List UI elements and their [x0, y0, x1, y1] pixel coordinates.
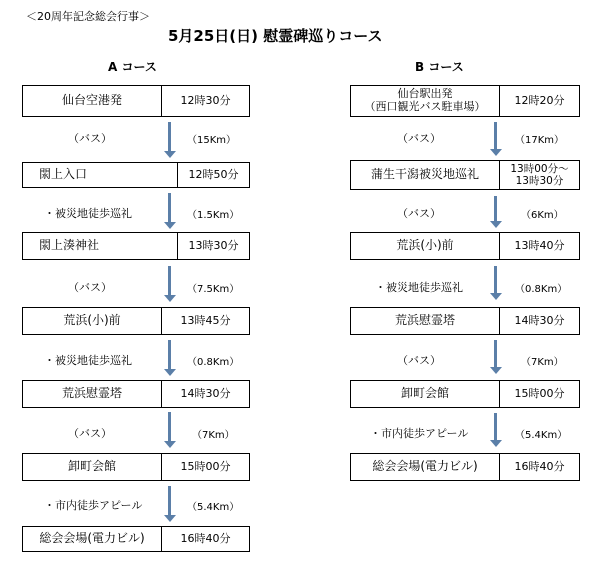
down-arrow-icon: [490, 413, 502, 447]
course-b-leg-2-distance: （6Km）: [521, 210, 564, 221]
down-arrow-icon: [164, 193, 176, 229]
stop-name: 仙台駅出発 （西口観光バス駐車場）: [351, 86, 500, 116]
stop-time: 15時00分: [180, 459, 231, 473]
course-b-leg-5-distance: （5.4Km）: [515, 430, 568, 441]
stop-time: 14時30分: [514, 313, 565, 327]
down-arrow-icon: [164, 486, 176, 522]
stop-time: 12時50分: [188, 167, 239, 181]
course-a-stop-3: [22, 232, 250, 260]
course-b-leg-5-mode: ・市内徒歩アピール: [370, 427, 469, 440]
course-a-stop-7: [22, 526, 250, 552]
course-b-leg-3-mode: ・被災地徒歩巡礼: [375, 281, 463, 294]
stop-name: 卸町会館: [23, 454, 162, 480]
down-arrow-icon: [164, 412, 176, 448]
stop-name: 閖上湊神社: [23, 233, 178, 259]
course-a-stop-5: [22, 380, 250, 408]
course-b-leg-1-mode: （バス）: [397, 132, 441, 145]
stop-name: 荒浜(小)前: [23, 308, 162, 334]
course-a-leg-3-distance: （7.5Km）: [187, 284, 240, 295]
stop-name: 総会会場(電力ビル): [23, 527, 162, 551]
stop-time: 12時30分: [180, 93, 231, 107]
course-a-leg-2-mode: ・被災地徒歩巡礼: [44, 207, 132, 220]
course-a-leg-6-distance: （5.4Km）: [187, 502, 240, 513]
stop-name: 総会会場(電力ビル): [351, 454, 500, 480]
down-arrow-icon: [164, 266, 176, 302]
course-a-stop-4: [22, 307, 250, 335]
stop-time: 12時20分: [514, 93, 565, 107]
course-a-leg-2-distance: （1.5Km）: [187, 210, 240, 221]
course-b-leg-3-distance: （0.8Km）: [515, 284, 568, 295]
stop-name: 仙台空港発: [23, 86, 162, 116]
course-b-stop-6: [350, 453, 580, 481]
course-b-stop-3: [350, 232, 580, 260]
course-a-leg-1-mode: （バス）: [68, 132, 112, 145]
event-header-note: ＜20周年記念総会行事＞: [26, 10, 150, 23]
down-arrow-icon: [490, 266, 502, 300]
course-a-leg-5-mode: （バス）: [68, 427, 112, 440]
course-b-title: B コース: [415, 60, 464, 74]
down-arrow-icon: [490, 196, 502, 228]
course-a-leg-3-mode: （バス）: [68, 281, 112, 294]
course-b-leg-2-mode: （バス）: [397, 207, 441, 220]
stop-time: 15時00分: [514, 386, 565, 400]
down-arrow-icon: [164, 122, 176, 158]
down-arrow-icon: [490, 340, 502, 374]
course-a-leg-4-distance: （0.8Km）: [187, 357, 240, 368]
down-arrow-icon: [164, 340, 176, 376]
course-b-leg-4-mode: （バス）: [397, 354, 441, 367]
stop-time: 13時30分: [188, 238, 239, 252]
stop-time: 13時45分: [180, 313, 231, 327]
stop-time: 14時30分: [180, 386, 231, 400]
course-a-leg-1-distance: （15Km）: [187, 135, 237, 146]
stop-name: 蒲生干潟被災地巡礼: [351, 161, 500, 189]
stop-name: 閖上入口: [23, 163, 178, 187]
course-a-leg-4-mode: ・被災地徒歩巡礼: [44, 354, 132, 367]
course-a-stop-6: [22, 453, 250, 481]
course-b-stop-1: [350, 85, 580, 117]
course-a-leg-5-distance: （7Km）: [192, 430, 235, 441]
stop-time: 13時00分～ 13時30分: [510, 162, 569, 187]
course-a-leg-6-mode: ・市内徒歩アピール: [44, 499, 143, 512]
course-b-stop-2: [350, 160, 580, 190]
course-b-stop-5: [350, 380, 580, 408]
stop-time: 13時40分: [514, 238, 565, 252]
course-a-stop-1: [22, 85, 250, 117]
course-b-leg-1-distance: （17Km）: [515, 135, 565, 146]
stop-name: 卸町会館: [351, 381, 500, 407]
stop-name: 荒浜慰霊塔: [23, 381, 162, 407]
course-a-title: A コース: [108, 60, 157, 74]
down-arrow-icon: [490, 122, 502, 156]
stop-time: 16時40分: [514, 459, 565, 473]
page-title: 5月25日(日) 慰霊碑巡りコース: [168, 27, 383, 45]
course-a-stop-2: [22, 162, 250, 188]
stop-name: 荒浜(小)前: [351, 233, 500, 259]
stop-name: 荒浜慰霊塔: [351, 308, 500, 334]
stop-time: 16時40分: [180, 531, 231, 545]
course-b-leg-4-distance: （7Km）: [521, 357, 564, 368]
course-b-stop-4: [350, 307, 580, 335]
